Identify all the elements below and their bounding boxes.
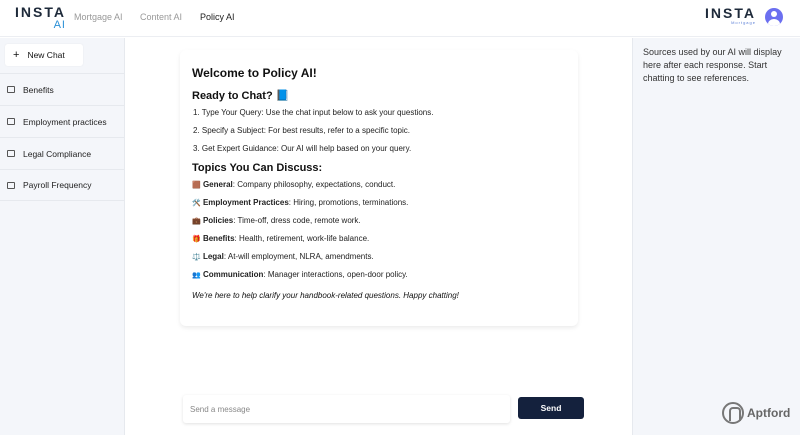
insta-mortgage-logo: INSTA Mortgage bbox=[705, 5, 756, 25]
chat-icon bbox=[7, 118, 15, 125]
sidebar-item-payroll-frequency[interactable]: Payroll Frequency bbox=[0, 169, 124, 201]
topic-icon: 🟫 bbox=[192, 182, 201, 189]
sidebar bbox=[0, 38, 125, 435]
topic-icon: 🎁 bbox=[192, 236, 201, 243]
sources-panel: Sources used by our AI will display here after each response. Start chatting to see references. bbox=[632, 38, 800, 435]
topics-heading: Topics You Can Discuss: bbox=[192, 162, 323, 174]
topic-item: 🛠️ Employment Practices: Hiring, promotions, terminations. bbox=[192, 198, 409, 207]
step-item: 3. Get Expert Guidance: Our AI will help based on your query. bbox=[193, 144, 412, 153]
ready-heading: Ready to Chat? 📘 bbox=[192, 90, 290, 102]
closing-text: We're here to help clarify your handbook-related questions. Happy chatting! bbox=[192, 291, 459, 300]
welcome-card bbox=[180, 50, 578, 326]
plus-icon: + bbox=[13, 49, 20, 61]
user-avatar[interactable] bbox=[765, 8, 783, 26]
chat-area bbox=[126, 38, 632, 435]
topic-icon: 💼 bbox=[192, 218, 201, 225]
topic-icon: 👥 bbox=[192, 272, 201, 279]
nav-mortgage-ai[interactable]: Mortgage AI bbox=[74, 12, 123, 22]
message-input[interactable] bbox=[183, 395, 510, 423]
topic-icon: ⚖️ bbox=[192, 254, 201, 261]
insta-ai-logo[interactable]: INSTA AI bbox=[15, 4, 66, 31]
sidebar-item-legal-compliance[interactable]: Legal Compliance bbox=[0, 137, 124, 169]
new-chat-button[interactable]: + New Chat bbox=[5, 44, 83, 66]
chat-icon bbox=[7, 86, 15, 93]
step-item: 2. Specify a Subject: For best results, refer to a specific topic. bbox=[193, 126, 410, 135]
welcome-title: Welcome to Policy AI! bbox=[192, 66, 317, 80]
topic-item: 🎁 Benefits: Health, retirement, work-life balance. bbox=[192, 234, 370, 243]
chat-icon bbox=[7, 150, 15, 157]
top-bar bbox=[0, 0, 800, 37]
chat-icon bbox=[7, 182, 15, 189]
aptford-icon bbox=[722, 402, 744, 424]
aptford-logo: Aptford bbox=[722, 402, 790, 424]
sidebar-item-benefits[interactable]: Benefits bbox=[0, 73, 124, 105]
nav-policy-ai[interactable]: Policy AI bbox=[200, 12, 235, 22]
send-button[interactable]: Send bbox=[518, 397, 584, 419]
topic-item: 🟫 General: Company philosophy, expectations, conduct. bbox=[192, 180, 396, 189]
topic-icon: 🛠️ bbox=[192, 200, 201, 207]
step-item: 1. Type Your Query: Use the chat input below to ask your questions. bbox=[193, 108, 434, 117]
steps-list bbox=[192, 108, 566, 153]
topic-item: 💼 Policies: Time-off, dress code, remote work. bbox=[192, 216, 361, 225]
topic-item: 👥 Communication: Manager interactions, open-door policy. bbox=[192, 270, 408, 279]
nav-content-ai[interactable]: Content AI bbox=[140, 12, 183, 22]
sidebar-item-employment-practices[interactable]: Employment practices bbox=[0, 105, 124, 137]
topic-item: ⚖️ Legal: At-will employment, NLRA, amendments. bbox=[192, 252, 374, 261]
